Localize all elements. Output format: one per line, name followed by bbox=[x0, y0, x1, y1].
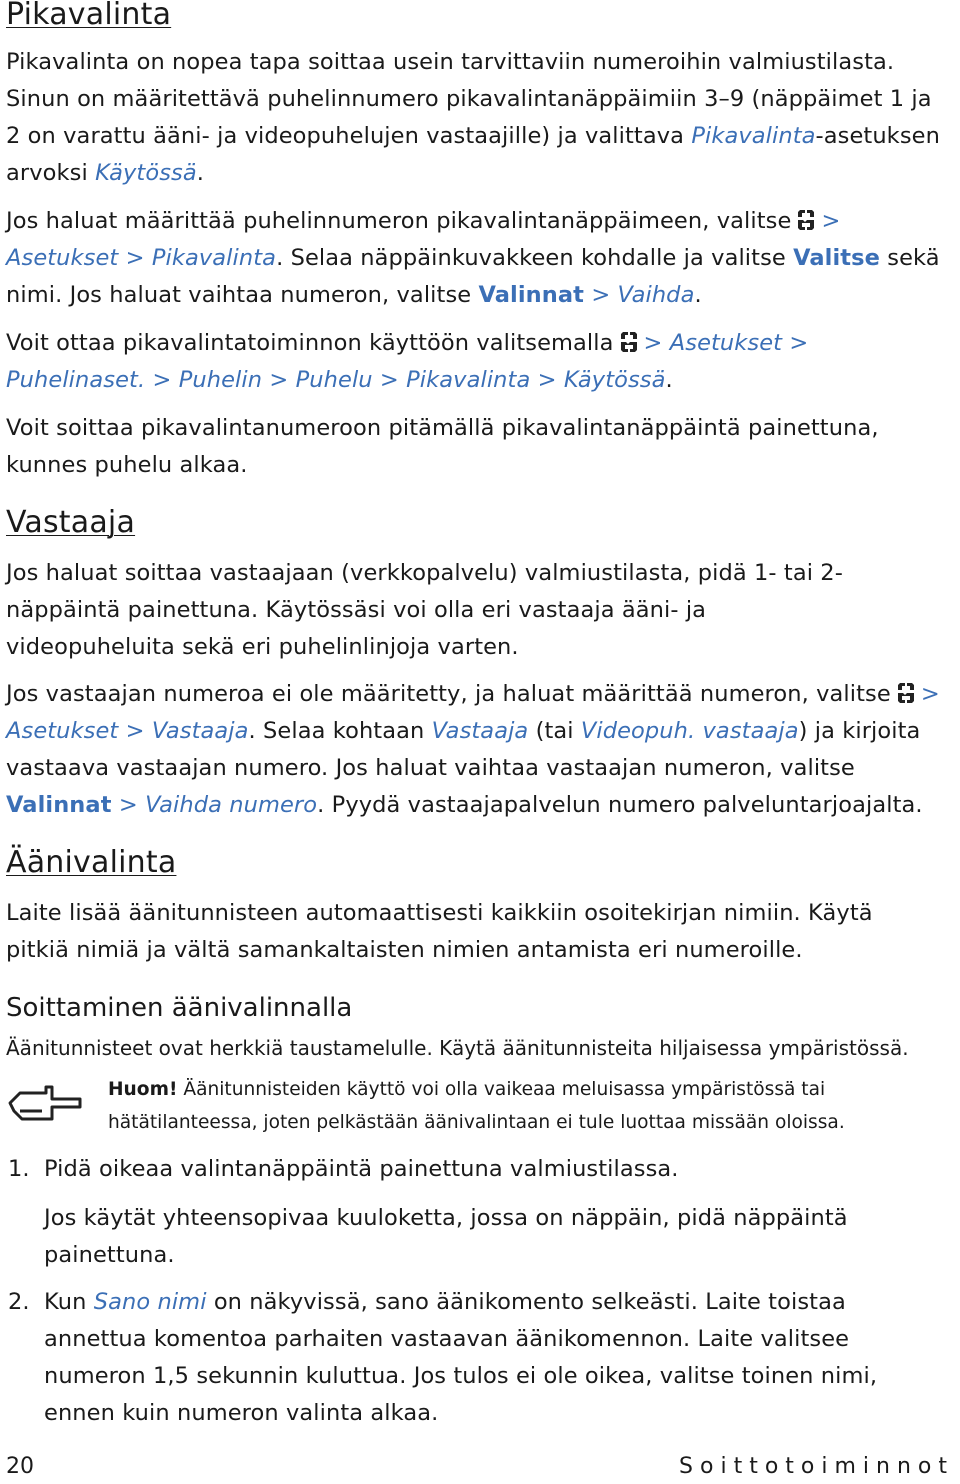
step-1-subtext: Jos käytät yhteensopivaa kuuloketta, jossa on näppäin, pidä näppäintä painettuna. bbox=[44, 1205, 848, 1268]
link-vastaaja-2: Vastaaja bbox=[431, 718, 529, 744]
section-title-pikavalinta: Pikavalinta bbox=[6, 0, 172, 32]
page-number: 20 bbox=[6, 1454, 34, 1479]
section-title-vastaaja: Vastaaja bbox=[6, 505, 136, 540]
aanivalinta-paragraph-2: Äänitunnisteet ovat herkkiä taustamelulle. Käytä äänitunnisteita hiljaisessa ympäristössä. bbox=[6, 1036, 909, 1060]
link-asetukset-3: Asetukset bbox=[6, 718, 119, 744]
link-vaihda: Vaihda bbox=[617, 282, 695, 308]
option-valinnat: Valinnat bbox=[478, 282, 585, 308]
link-kaytossa-2: Käytössä bbox=[563, 367, 666, 393]
step-1-text: Pidä oikeaa valintanäppäintä painettuna valmiustilassa. bbox=[44, 1156, 679, 1182]
link-pikavalinta: Pikavalinta bbox=[691, 123, 816, 149]
pikavalinta-paragraph-1: Pikavalinta on nopea tapa soittaa usein tarvittaviin numeroihin valmiustilasta. Sinun on määritettävä puhelinnumero pikavalintanäppäimiin 3–9 (näppäimet 1 ja 2 on varattu ääni- ja videopuhelujen vastaajille) ja valittava Pikavalinta-asetuksen arvoksi Käytössä. bbox=[6, 49, 940, 186]
option-valinnat-2: Valinnat bbox=[6, 792, 112, 818]
link-puhelinaset: Puhelinaset. bbox=[6, 367, 146, 393]
link-vastaaja: Vastaaja bbox=[151, 718, 249, 744]
link-puhelu: Puhelu bbox=[295, 367, 373, 393]
menu-key-icon bbox=[618, 329, 640, 355]
pikavalinta-paragraph-4: Voit soittaa pikavalintanumeroon pitämällä pikavalintanäppäintä painettuna, kunnes puhelu alkaa. bbox=[6, 415, 879, 478]
note-hand-icon bbox=[8, 1081, 84, 1125]
link-pikavalinta-3: Pikavalinta bbox=[406, 367, 531, 393]
menu-key-icon bbox=[895, 680, 917, 706]
note-box bbox=[6, 1073, 954, 1143]
step-1-number: 1. bbox=[8, 1156, 30, 1182]
section-title-aanivalinta: Äänivalinta bbox=[6, 845, 177, 880]
subsection-title-soittaminen: Soittaminen äänivalinnalla bbox=[6, 993, 353, 1023]
link-puhelin: Puhelin bbox=[178, 367, 263, 393]
link-kaytossa: Käytössä bbox=[95, 160, 197, 186]
link-sano-nimi: Sano nimi bbox=[93, 1289, 207, 1315]
step-2-text: Kun Sano nimi on näkyvissä, sano äänikomento selkeästi. Laite toistaa annettua komentoa parhaiten vastaavan äänikomennon. Laite valitsee numeron 1,5 sekunnin kuluttua. Jos tulos ei ole oikea, valitse toinen nimi, ennen kuin numeron valinta alkaa. bbox=[44, 1289, 878, 1426]
vastaaja-paragraph-1: Jos haluat soittaa vastaajaan (verkkopalvelu) valmiustilasta, pidä 1- tai 2-näppäintä painettuna. Käytössäsi voi olla eri vastaaja ääni- ja videopuheluita sekä eri puhelinlinjoja varten. bbox=[6, 560, 843, 660]
pikavalinta-paragraph-2: Jos haluat määrittää puhelinnumeron pikavalintanäppäimeen, valitse > Asetukset > Pikavalinta. Selaa näppäinkuvakkeen kohdalle ja valitse Valitse sekä nimi. Jos haluat vaihtaa numeron, valitse Valinnat > Vaihda. bbox=[6, 208, 940, 308]
option-valitse: Valitse bbox=[793, 245, 881, 271]
chapter-title: Soittotoiminnot bbox=[679, 1454, 954, 1479]
vastaaja-paragraph-2: Jos vastaajan numeroa ei ole määritetty, ja haluat määrittää numeron, valitse > Asetukset > Vastaaja. Selaa kohtaan Vastaaja (tai Videopuh. vastaaja) ja kirjoita vastaava vastaajan numero. Jos haluat vaihtaa vastaajan numeron, valitse Valinnat > Vaihda numero. Pyydä vastaajapalvelun numero palveluntarjoajalta. bbox=[6, 681, 940, 818]
link-asetukset: Asetukset bbox=[6, 245, 119, 271]
step-2-number: 2. bbox=[8, 1289, 30, 1315]
aanivalinta-paragraph-1: Laite lisää äänitunnisteen automaattisesti kaikkiin osoitekirjan nimiin. Käytä pitkiä nimiä ja vältä samankaltaisten nimien antamista eri numeroille. bbox=[6, 900, 873, 963]
link-pikavalinta-2: Pikavalinta bbox=[151, 245, 277, 271]
menu-key-icon bbox=[795, 207, 817, 233]
note-label: Huom! bbox=[108, 1079, 178, 1100]
link-asetukset-2: Asetukset bbox=[669, 330, 783, 356]
link-videopuh-vastaaja: Videopuh. vastaaja bbox=[580, 718, 799, 744]
note-text: Huom! Äänitunnisteiden käyttö voi olla vaikeaa meluisassa ympäristössä tai hätätilanteessa, joten pelkästään äänivalintaan ei tule luottaa missään oloissa. bbox=[108, 1079, 845, 1133]
pikavalinta-paragraph-3: Voit ottaa pikavalintatoiminnon käyttöön valitsemalla > Asetukset > Puhelinaset. > Puhelin > Puhelu > Pikavalinta > Käytössä. bbox=[6, 330, 809, 393]
link-vaihda-numero: Vaihda numero bbox=[145, 792, 318, 818]
